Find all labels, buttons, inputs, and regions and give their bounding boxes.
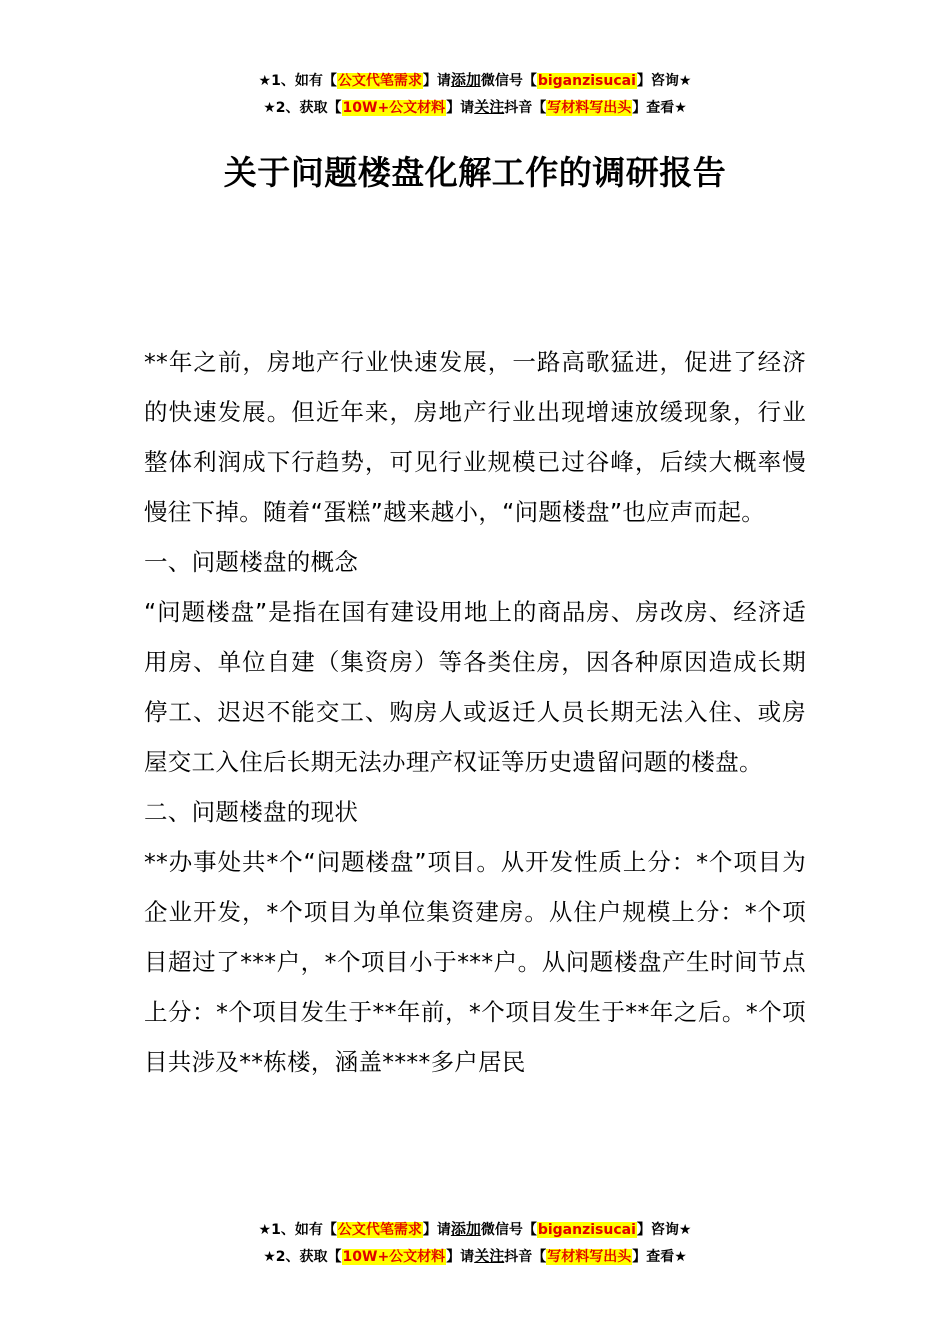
promo-highlight: 10W+公文材料 <box>342 100 446 116</box>
promo-line-2 <box>0 1243 950 1270</box>
promo-text: 】查看★ <box>632 100 687 116</box>
status-paragraph: **办事处共*个“问题楼盘”项目。从开发性质上分：*个项目为企业开发，*个项目为单位集资建房。从住户规模上分：*个项目超过了***户，*个项目小于***户。从问题楼盘产生时间节点上分：*个项目发生于**年前，*个项目发生于**年之后。*个项目共涉及**栋楼，涵盖****多户居民 <box>144 848 806 1076</box>
document-body <box>144 337 806 1087</box>
promo-text: 微信号【 <box>480 73 537 89</box>
promo-text: ★1、如有【 <box>258 73 337 89</box>
promo-highlight: 公文代笔需求 <box>337 73 422 89</box>
promo-line-1 <box>0 1216 950 1243</box>
promo-emphasis: 关注 <box>474 98 505 116</box>
promo-text: 抖音【 <box>504 100 547 116</box>
promo-text: 】请 <box>446 100 475 116</box>
promo-douyin-id: 写材料写出头 <box>547 100 632 116</box>
promo-highlight: 公文代笔需求 <box>337 1222 422 1238</box>
promo-text: 微信号【 <box>480 1222 537 1238</box>
document-title: 关于问题楼盘化解工作的调研报告 <box>223 153 727 192</box>
promo-banner-top <box>0 67 950 121</box>
promo-text: 】请 <box>446 1249 475 1265</box>
promo-banner-bottom <box>0 1216 950 1270</box>
promo-wechat-id: biganzisucai <box>537 1222 636 1238</box>
promo-text: 】查看★ <box>632 1249 687 1265</box>
promo-emphasis: 关注 <box>474 1247 505 1265</box>
section-heading-status: 二、问题楼盘的现状 <box>144 798 359 826</box>
promo-text: 】咨询★ <box>636 73 692 89</box>
promo-line-2 <box>0 94 950 121</box>
promo-text: ★2、获取【 <box>263 100 342 116</box>
promo-text: 】请 <box>422 73 451 89</box>
promo-text: 】咨询★ <box>636 1222 692 1238</box>
promo-emphasis: 添加 <box>450 71 481 89</box>
concept-paragraph: “问题楼盘”是指在国有建设用地上的商品房、房改房、经济适用房、单位自建（集资房）等各类住房，因各种原因造成长期停工、迟迟不能交工、购房人或返迁人员长期无法入住、或房屋交工入住后长期无法办理产权证等历史遗留问题的楼盘。 <box>144 598 806 776</box>
promo-douyin-id: 写材料写出头 <box>547 1249 632 1265</box>
section-heading-concept: 一、问题楼盘的概念 <box>144 548 359 576</box>
promo-text: ★1、如有【 <box>258 1222 337 1238</box>
promo-wechat-id: biganzisucai <box>537 73 636 89</box>
promo-highlight: 10W+公文材料 <box>342 1249 446 1265</box>
promo-emphasis: 添加 <box>450 1220 481 1238</box>
promo-text: 抖音【 <box>504 1249 547 1265</box>
intro-paragraph: **年之前，房地产行业快速发展，一路高歌猛进，促进了经济的快速发展。但近年来，房地产行业出现增速放缓现象，行业整体利润成下行趋势，可见行业规模已过谷峰，后续大概率慢慢往下掉。随着“蛋糕”越来越小，“问题楼盘”也应声而起。 <box>144 348 806 526</box>
promo-text: 】请 <box>422 1222 451 1238</box>
promo-text: ★2、获取【 <box>263 1249 342 1265</box>
promo-line-1 <box>0 67 950 94</box>
